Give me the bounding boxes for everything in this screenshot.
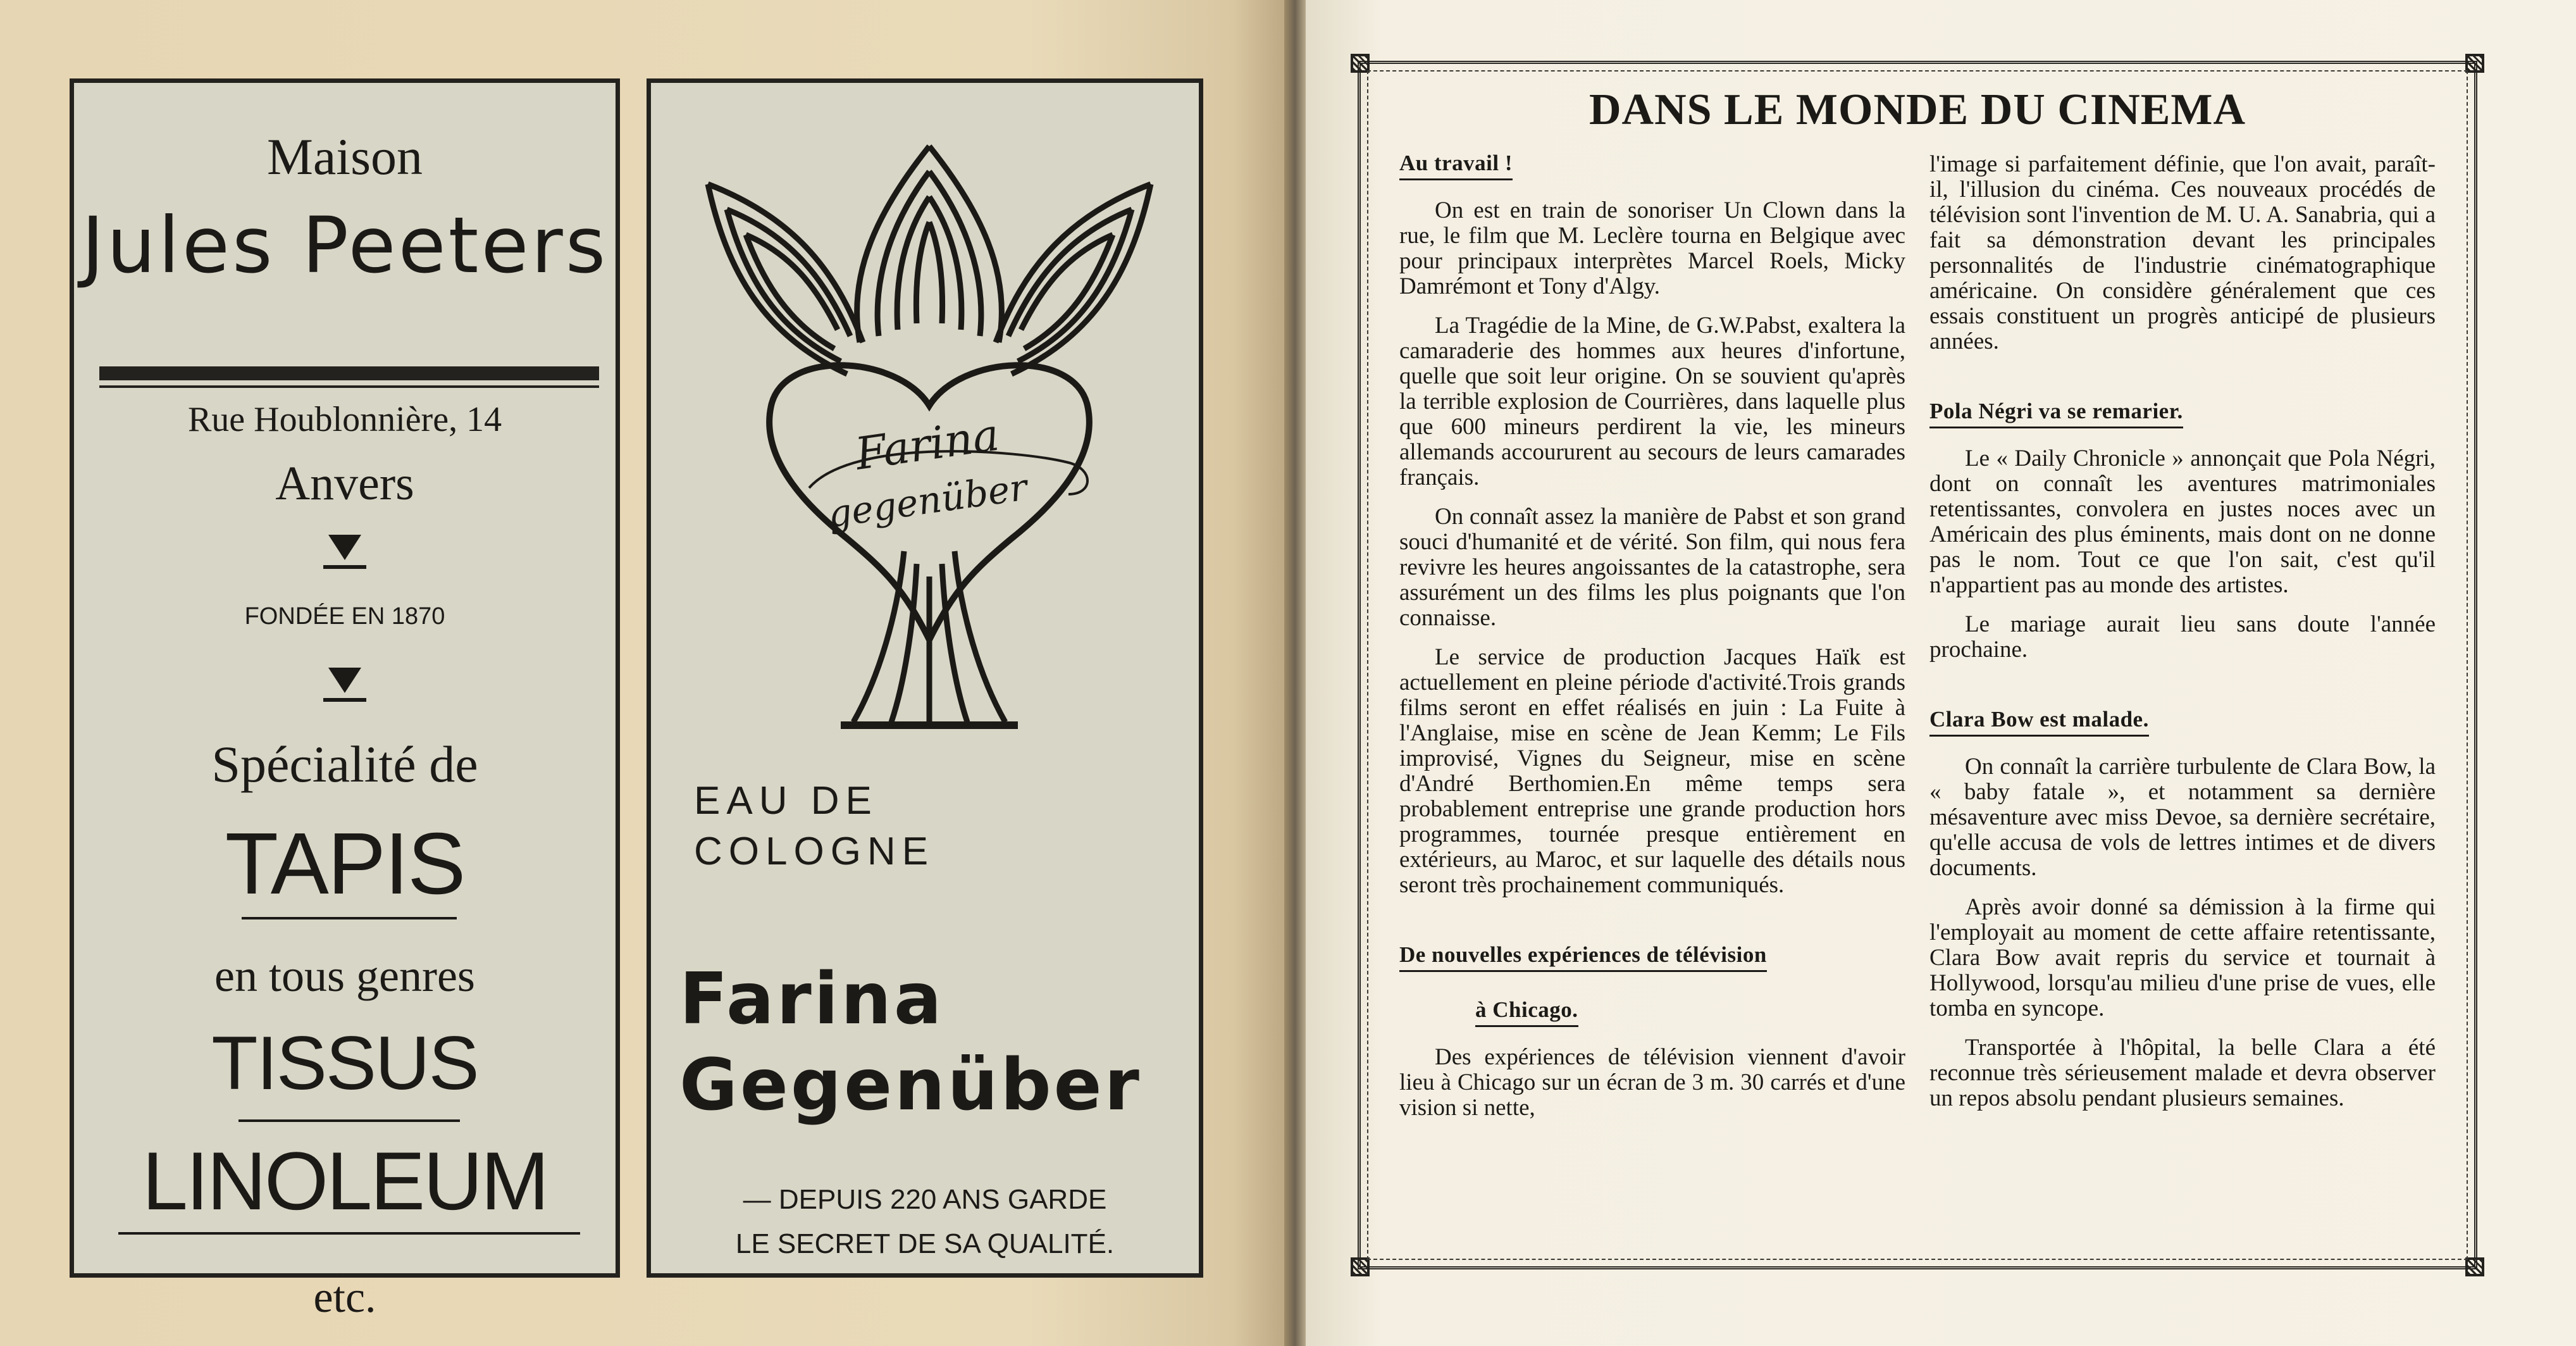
farina-tulip-emblem-icon xyxy=(689,108,1170,735)
section-heading-television: De nouvelles expériences de télévision xyxy=(1399,942,1767,972)
article-headline: DANS LE MONDE DU CINEMA xyxy=(1588,85,2246,134)
section-heading-travail: Au travail ! xyxy=(1399,151,1513,180)
ad-genres: en tous genres xyxy=(214,950,475,1001)
divider-bar-thin xyxy=(99,385,599,388)
ad-tissus: TISSUS xyxy=(211,1021,478,1106)
paragraph: On est en train de sonoriser Un Clown dans la rue, le film que M. Leclère tourna en Belgique avec pour principaux interprètes Marcel Roels, Micky Damrémont et Tony d'Algy. xyxy=(1399,197,1905,299)
underline-rule xyxy=(238,1119,460,1122)
ornament-bar xyxy=(323,565,366,569)
paragraph: La Tragédie de la Mine, de G.W.Pabst, exaltera la camaraderie des hommes aux heures d'infortune, quelle que soit leur origine. On se souvient qu'après la terrible explosion de Courrières, dans laquelle plus que 600 mineurs perdirent la vie, les mineurs allemands accoururent au secours de leurs camarades français. xyxy=(1399,313,1905,490)
ad-company-name: Jules Peeters xyxy=(81,201,609,290)
ad-script-line2: gegenüber xyxy=(825,465,1030,536)
corner-ornament-icon xyxy=(1351,1257,1370,1276)
corner-ornament-icon xyxy=(2465,1257,2484,1276)
ad-founded: FONDÉE EN 1870 xyxy=(244,603,445,630)
ad-script-line1: Farina xyxy=(851,408,1003,480)
ad-slogan-line1: — DEPUIS 220 ANS GARDE xyxy=(743,1184,1107,1215)
paragraph: l'image si parfaitement définie, que l'on avait, paraît-il, l'illusion du cinéma. Ces nouveaux procédés de télévision sont l'invention de M. U. A. Sanabria, qui a fait sa démonstration devant les principales personnalités de l'industrie cinématographique américaine. On considère généralement que ces essais constituent un progrès anticipé de plusieurs années. xyxy=(1929,151,2436,354)
ad-brand-line2: Gegenüber xyxy=(679,1044,1142,1126)
ad-etc: etc. xyxy=(313,1273,376,1322)
triangle-ornament-icon xyxy=(328,535,361,560)
ornament-bar xyxy=(323,698,366,702)
ad-specialite: Spécialité de xyxy=(211,735,478,793)
book-gutter xyxy=(1284,0,1306,1346)
ad-tapis: TAPIS xyxy=(225,815,465,913)
divider-bar xyxy=(99,366,599,380)
section-heading-pola-negri: Pola Négri va se remarier. xyxy=(1929,399,2183,428)
paragraph: On connaît la carrière turbulente de Clara Bow, la « baby fatale », et notamment sa dernière mésaventure avec miss Devoe, sa dernière secrétaire, qu'elle accusa de vols de lettres intimes et de divers documents. xyxy=(1929,754,2436,881)
ad-slogan xyxy=(651,1178,1199,1266)
ad-brand xyxy=(679,956,1142,1128)
section-heading-chicago: à Chicago. xyxy=(1475,997,1578,1027)
ad-eau: EAU DE xyxy=(694,779,878,823)
paragraph: Le service de production Jacques Haïk est actuellement en pleine période d'activité.Trois grands films seront en effet réalisés en juin : La Fuite à l'Anglaise, mise en scène de Jean Kemm; Le Fils improvisé, Vignes du Seigneur, mise en scène d'André Berthomien.En même temps sera probablement entreprise une grande production hors programmes, tournée presque entièrement en extérieurs, au Maroc, et sur laquelle des détails nous seront très prochainement communiqués. xyxy=(1399,644,1905,898)
corner-ornament-icon xyxy=(1351,54,1370,73)
corner-ornament-icon xyxy=(2465,54,2484,73)
ad-cologne: COLOGNE xyxy=(694,830,935,873)
farina-advertisement xyxy=(647,78,1203,1278)
section-heading-clara-bow: Clara Bow est malade. xyxy=(1929,707,2149,737)
paragraph: Le « Daily Chronicle » annonçait que Pola Négri, dont on connaît les aventures matrimoniales retentissantes, convolera en justes noces avec un Américain des plus éminents, mais dont on ne donne pas le nom. Tout ce que l'on sait, c'est qu'il n'appartient pas au monde des artistes. xyxy=(1929,446,2436,598)
paragraph: Le mariage aurait lieu sans doute l'année prochaine. xyxy=(1929,611,2436,663)
ad-eau-de-cologne xyxy=(694,776,934,877)
ad-city: Anvers xyxy=(275,457,414,510)
triangle-ornament-icon xyxy=(328,668,361,693)
article-column-left xyxy=(1399,151,1905,1121)
ad-brand-line1: Farina xyxy=(679,958,944,1040)
paragraph: Des expériences de télévision viennent d'avoir lieu à Chicago sur un écran de 3 m. 30 carrés et d'une vision si nette, xyxy=(1399,1044,1905,1121)
underline-rule xyxy=(118,1232,580,1235)
peeters-advertisement xyxy=(70,78,620,1322)
underline-rule xyxy=(242,917,457,919)
paragraph: On connaît assez la manière de Pabst et son grand souci d'humanité et de vérité. Son film, qui nous fera revivre les heures angoissantes de la catastrophe, sera assurément un des films les plus poignants que l'on connaisse. xyxy=(1399,504,1905,631)
ad-slogan-line2: LE SECRET DE SA QUALITÉ. xyxy=(735,1228,1115,1259)
article-column-right xyxy=(1929,152,2436,1125)
paragraph: Après avoir donné sa démission à la firme qui l'employait au moment de cette affaire retentissante, Clara Bow avait repris du service et tournait à Hollywood, lorsqu'au milieu d'une prise de vues, elle tomba en syncope. xyxy=(1929,894,2436,1021)
ad-maison: Maison xyxy=(267,128,423,185)
ad-street: Rue Houblonnière, 14 xyxy=(187,400,502,439)
ad-linoleum: LINOLEUM xyxy=(142,1135,548,1227)
paragraph: Transportée à l'hôpital, la belle Clara a été reconnue très sérieusement malade et devra observer un repos absolu pendant plusieurs semaines. xyxy=(1929,1035,2436,1111)
